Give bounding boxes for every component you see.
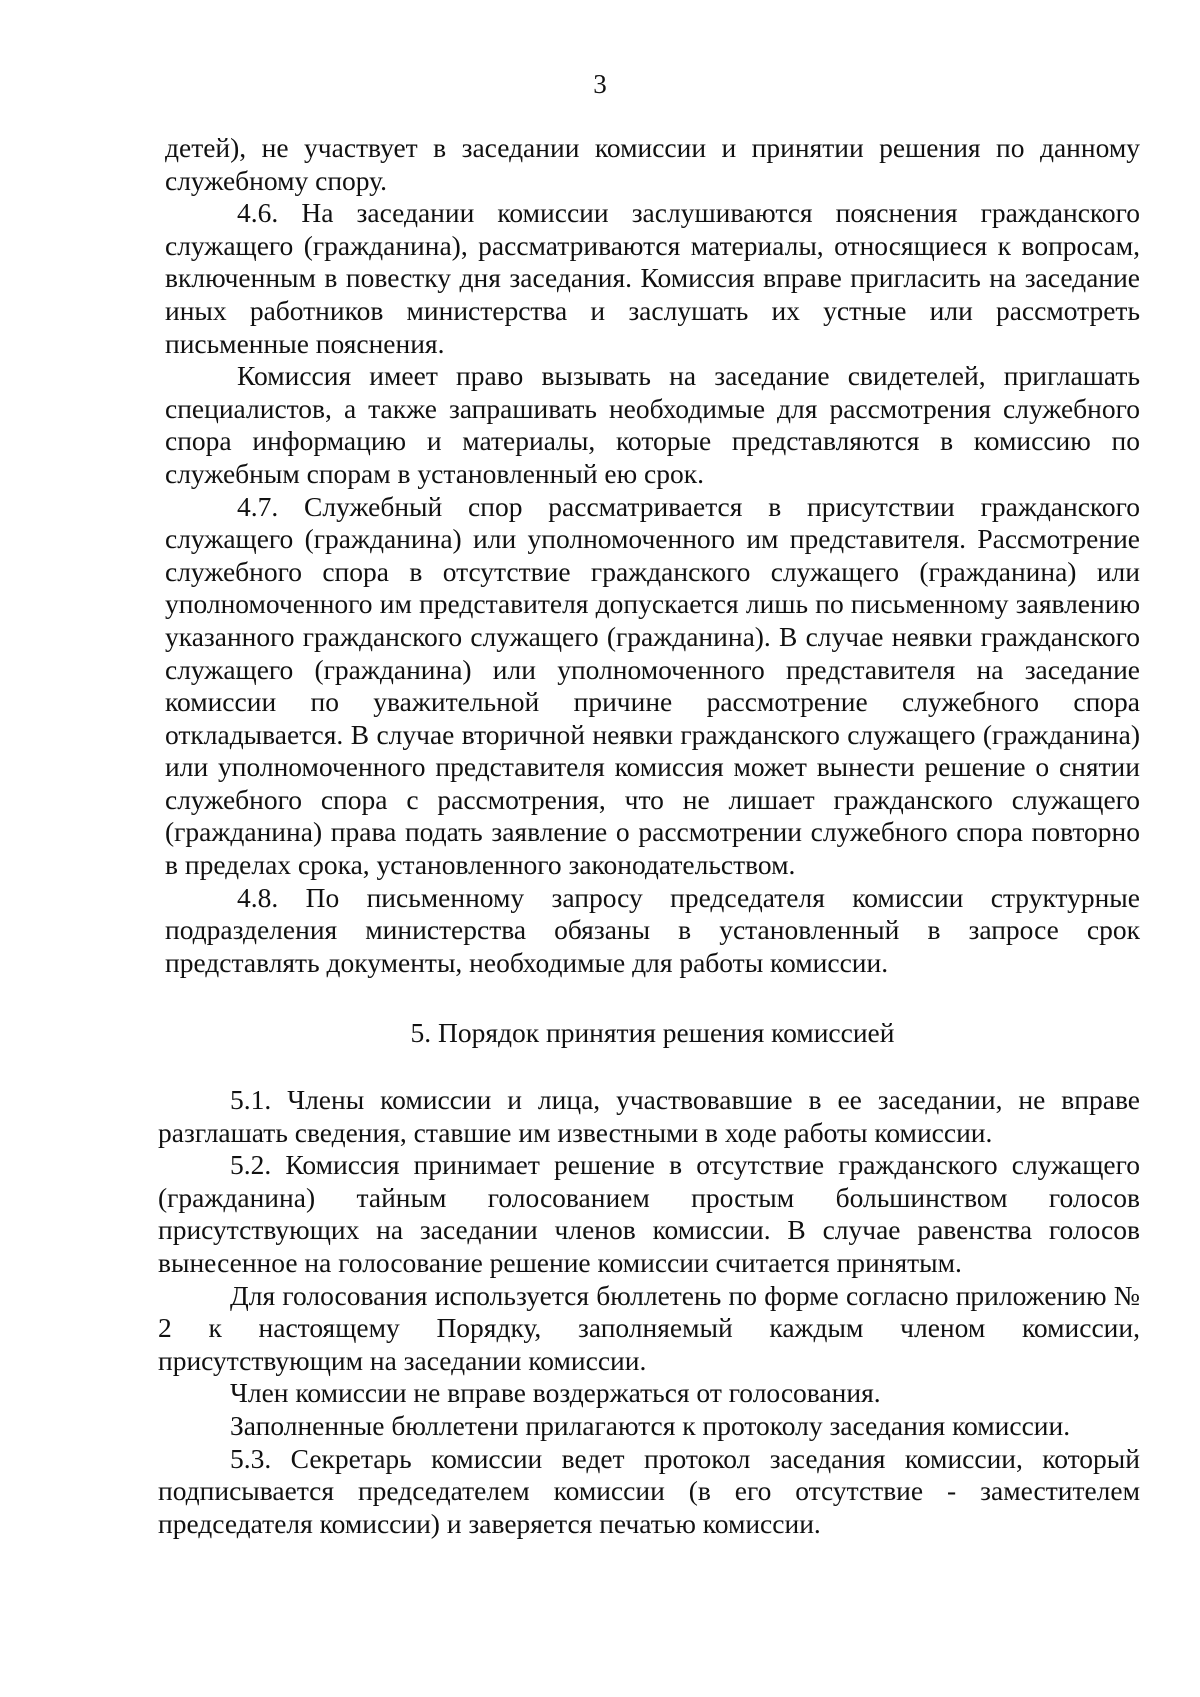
page-number: 3 [593,69,607,99]
paragraph-4-8: 4.8. По письменному запросу председателя комиссии структурные подразделения министерства обязаны в установленный в запросе срок представлять документы, необходимые для работы комиссии. [165,881,1140,978]
document-body [158,132,1140,1540]
paragraph-5-2-ballot: Для голосования используется бюллетень по форме согласно приложению № 2 к настоящему Порядку, заполняемый каждым членом комиссии, присутствующим на заседании комиссии. [158,1279,1140,1376]
paragraph-4-7: 4.7. Служебный спор рассматривается в присутствии гражданского служащего (гражданина) или уполномоченного им представителя. Рассмотрение служебного спора в отсутствие гражданского служащего (гражданина) или уполномоченного им представителя допускается лишь по письменному заявлению указанного гражданского служащего (гражданина). В случае неявки гражданского служащего (гражданина) или уполномоченного представителя на заседание комиссии по уважительной причине рассмотрение служебного спора откладывается. В случае вторичной неявки гражданского служащего (гражданина) или уполномоченного представителя комиссия может вынести решение о снятии служебного спора с рассмотрения, что не лишает гражданского служащего (гражданина) права подать заявление о рассмотрении служебного спора повторно в пределах срока, установленного законодательством. [165,490,1140,881]
paragraph-4-5-tail: детей), не участвует в заседании комиссии и принятии решения по данному служебному спору. [165,132,1140,196]
paragraph-5-2-ballots-attached: Заполненные бюллетени прилагаются к протоколу заседания комиссии. [230,1409,1071,1441]
paragraph-5-2: 5.2. Комиссия принимает решение в отсутствие гражданского служащего (гражданина) тайным голосованием простым большинством голосов присутствующих на заседании членов комиссии. В случае равенства голосов вынесенное на голосование решение комиссии считается принятым. [158,1149,1140,1278]
section-5-heading: 5. Порядок принятия решения комиссией [410,1017,895,1049]
paragraph-5-2-no-abstain: Член комиссии не вправе воздержаться от голосования. [230,1377,881,1409]
paragraph-4-6: 4.6. На заседании комиссии заслушиваются пояснения гражданского служащего (гражданина), рассматриваются материалы, относящиеся к вопросам, включенным в повестку дня заседания. Комиссия вправе пригласить на заседание иных работников министерства и заслушать их устные или рассмотреть письменные пояснения. [165,197,1140,359]
paragraph-5-3: 5.3. Секретарь комиссии ведет протокол заседания комиссии, который подписывается председателем комиссии (в его отсутствие - заместителем председателя комиссии) и заверяется печатью комиссии. [158,1442,1140,1539]
section-5 [158,1084,1140,1540]
paragraph-5-1: 5.1. Члены комиссии и лица, участвовавшие в ее заседании, не вправе разглашать сведения, ставшие им известными в ходе работы комиссии. [158,1084,1140,1148]
paragraph-4-6-commission-rights: Комиссия имеет право вызывать на заседание свидетелей, приглашать специалистов, а также запрашивать необходимые для рассмотрения служебного спора информацию и материалы, которые представляются в комиссию по служебным спорам в установленный ею срок. [165,360,1140,489]
section-4-continuation [165,132,1140,979]
